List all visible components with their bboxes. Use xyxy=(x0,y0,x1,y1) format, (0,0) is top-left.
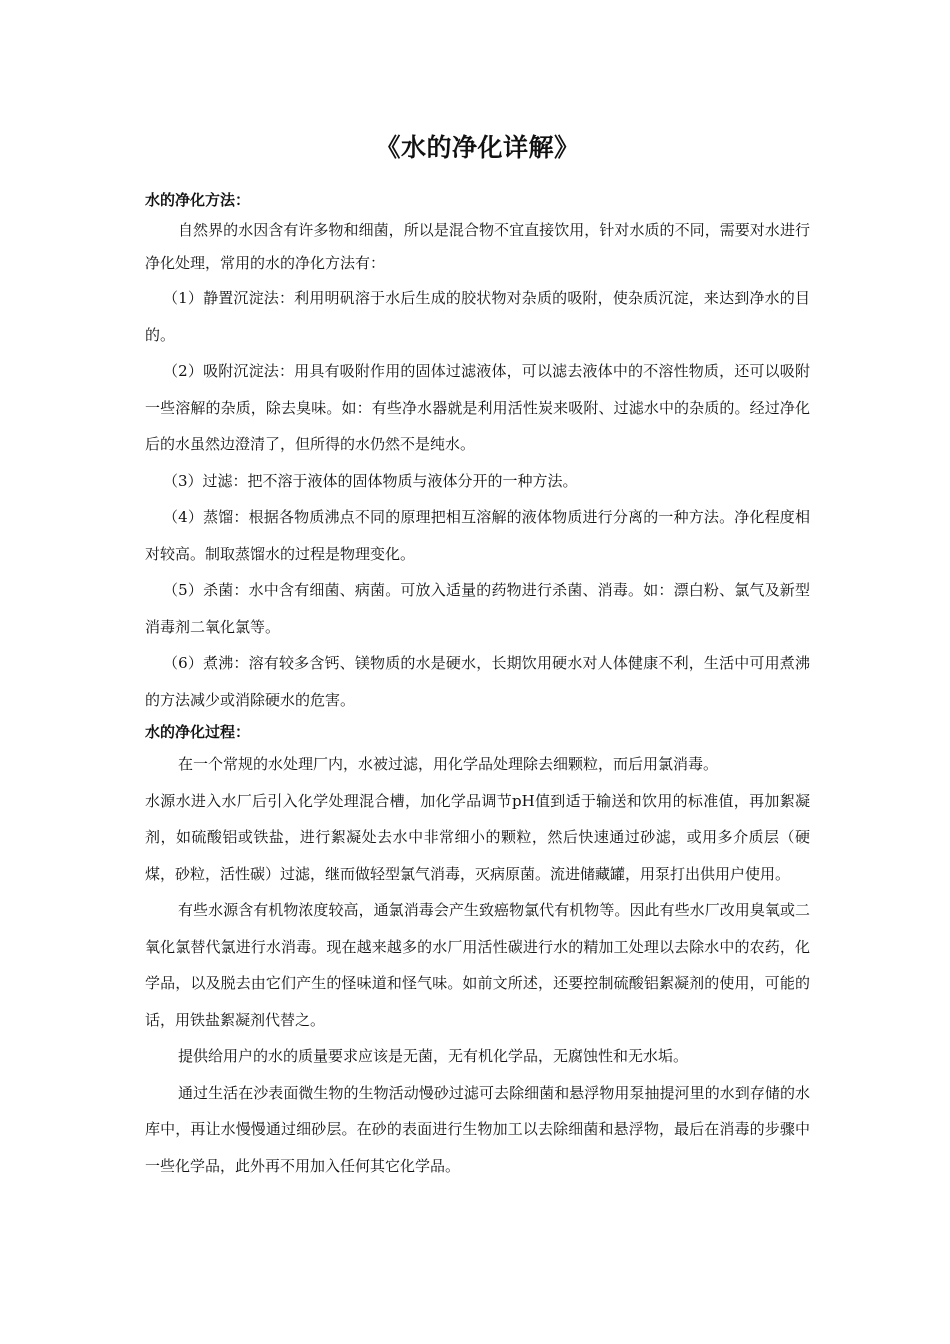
process-paragraph-slow-sand: 通过生活在沙表面微生物的生物活动慢砂过滤可去除细菌和悬浮物用泵抽提河里的水到存储的水库中，再让水慢慢通过细砂层。在砂的表面进行生物加工以去除细菌和悬浮物，最后在消毒的步骤中一些化学品，此外再不用加入任何其它化学品。 xyxy=(145,1083,810,1175)
method-item-adsorption: （2）吸附沉淀法：用具有吸附作用的固体过滤液体，可以滤去液体中的不溶性物质，还可以吸附一些溶解的杂质，除去臭味。如：有些净水器就是利用活性炭来吸附、过滤水中的杂质的。经过净化后的水虽然边澄清了，但所得的水仍然不是纯水。 xyxy=(145,362,810,453)
process-paragraph-overview: 在一个常规的水处理厂内，水被过滤，用化学品处理除去细颗粒，而后用氯消毒。 xyxy=(178,755,719,773)
process-paragraph-treatment: 水源水进入水厂后引入化学处理混合槽，加化学品调节pH值到适于输送和饮用的标准值，再加絮凝剂，如硫酸铝或铁盐，进行絮凝处去水中非常细小的颗粒，然后快速通过砂滤，或用多介质层（硬煤，砂粒，活性碳）过滤，继而做轻型氯气消毒，灭病原菌。流进储藏罐，用泵打出供用户使用。 xyxy=(145,791,810,883)
method-item-boiling: （6）煮沸：溶有较多含钙、镁物质的水是硬水，长期饮用硬水对人体健康不利，生活中可用煮沸的方法减少或消除硬水的危害。 xyxy=(145,654,810,709)
method-item-filtration: （3）过滤：把不溶于液体的固体物质与液体分开的一种方法。 xyxy=(163,471,578,490)
process-paragraph-disinfection: 有些水源含有机物浓度较高，通氯消毒会产生致癌物氯代有机物等。因此有些水厂改用臭氧或二氧化氯替代氯进行水消毒。现在越来越多的水厂用活性碳进行水的精加工处理以去除水中的农药，化学品，以及脱去由它们产生的怪味道和怪气味。如前文所述，还要控制硫酸铝絮凝剂的使用，可能的话，用铁盐絮凝剂代替之。 xyxy=(145,901,810,1029)
method-item-sedimentation: （1）静置沉淀法：利用明矾溶于水后生成的胶状物对杂质的吸附，使杂质沉淀，来达到净水的目的。 xyxy=(145,289,810,344)
process-paragraph-quality: 提供给用户的水的质量要求应该是无菌，无有机化学品，无腐蚀性和无水垢。 xyxy=(178,1047,689,1065)
document-title: 《水的净化详解》 xyxy=(375,133,580,162)
document-body xyxy=(145,130,810,1184)
method-item-distillation: （4）蒸馏：根据各物质沸点不同的原理把相互溶解的液体物质进行分离的一种方法。净化程度相对较高。制取蒸馏水的过程是物理变化。 xyxy=(145,508,810,563)
methods-intro-paragraph: 自然界的水因含有许多物和细菌，所以是混合物不宜直接饮用，针对水质的不同，需要对水进行净化处理，常用的水的净化方法有： xyxy=(145,221,810,272)
method-item-sterilization: （5）杀菌：水中含有细菌、病菌。可放入适量的药物进行杀菌、消毒。如：漂白粉、氯气及新型消毒剂二氧化氯等。 xyxy=(145,581,810,636)
section-heading-process: 水的净化过程： xyxy=(145,723,251,741)
section-heading-methods: 水的净化方法： xyxy=(145,191,251,209)
